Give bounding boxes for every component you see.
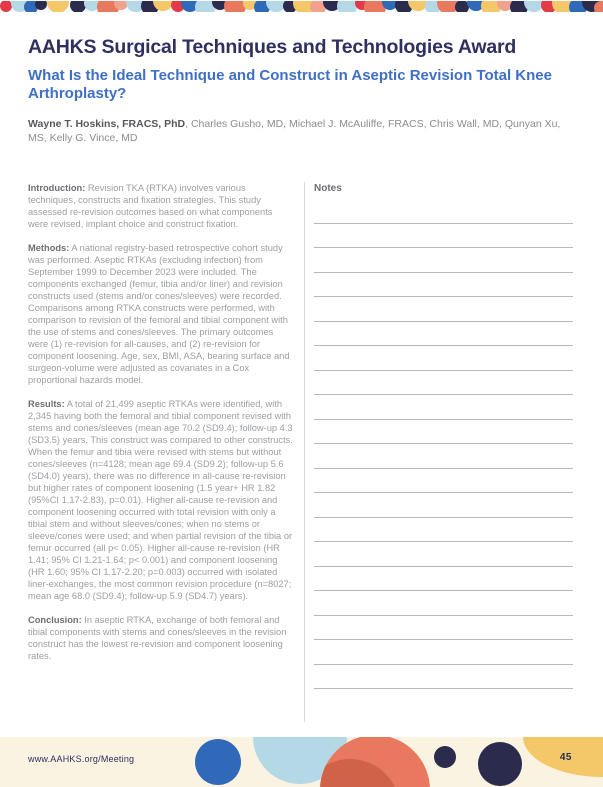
award-title: AAHKS Surgical Techniques and Technologies Award <box>28 36 517 58</box>
notes-line <box>314 346 573 371</box>
notes-line <box>314 665 573 690</box>
section-text-conclusion: In aseptic RTKA, exchange of both femoral and tibial components with stems and cones/sleeves in the revision construct has the lowest re-revision and component loosening rates. <box>28 615 287 661</box>
content-columns <box>28 182 573 722</box>
lead-author: Wayne T. Hoskins, FRACS, PhD <box>28 118 186 130</box>
abstract-section-introduction <box>28 182 294 230</box>
top-confetti-band <box>0 0 603 12</box>
notes-line <box>314 322 573 347</box>
abstract-section-results <box>28 398 294 602</box>
section-text-methods: A national registry-based retrospective cohort study was performed. Aseptic RTKAs (excluding infection) from September 1999 to December 2023 were included. The components exchanged (femur, tibia and/or liner) and revision constructs used (stems and/or cones/sleeves) were recorded. Comparisons among RTKA constructs were performed, with comparison to revision of the femoral and tibial component with the use of stems and cones/sleeves. The primary outcomes were (1) re-revision for all-causes, and (2) re-revision for component loosening. Age, sex, BMI, ASA, bearing surface and surgeon-volume were adjusted as covariates in a Cox proportional hazards model. <box>28 243 290 385</box>
section-label-methods: Methods: <box>28 243 70 253</box>
notes-line <box>314 248 573 273</box>
notes-line <box>314 591 573 616</box>
section-label-results: Results: <box>28 399 65 409</box>
notes-lines <box>314 199 573 689</box>
abstract-column <box>28 182 294 722</box>
page-footer <box>0 737 603 787</box>
notes-line <box>314 371 573 396</box>
section-text-introduction: Revision TKA (RTKA) involves various techniques, constructs and fixation strategies. This study assessed re-revision outcomes based on what components were revised, implant choice and construct fixation. <box>28 183 273 229</box>
notes-line <box>314 420 573 445</box>
large-navy-circle-shape <box>478 742 522 786</box>
page-number: 45 <box>559 752 572 763</box>
notes-line <box>314 199 573 224</box>
author-list <box>28 117 573 145</box>
notes-line <box>314 493 573 518</box>
section-text-results: A total of 21,499 aseptic RTKAs were identified, with 2,345 having both the femoral and tibial component revised with stems and cones/sleeves (mean age 70.2 (SD9.4); follow-up 4.3 (SD3.5) years. This construct was compared to other constructs. When the femur and tibia were revised with stems but without cones/sleeves (n=4128; mean age 69.4 (SD9.2); follow-up 5.6 (SD4.0) years), there was no difference in all-cause re-revision but higher rates of component loosening (1.5 year+ HR 1.82 (95%CI 1.17-2.83), p=0.01). Higher all-cause re-revision and component loosening occurred with total revision with only a tibial stem and without sleeves/cones; when no stems or sleeve/cones were used; and when partial revision of the tibia or femur occurred (all p< 0.05). Higher all-cause re-revision (HR 1.41; 95% CI 1.21-1.64; p< 0.001) and component loosening (HR 1.60; 95% CI 1.17-2.20; p=0.003) occurred with isolated liner-exchanges, the most common revision procedure (n=8027; mean age 68.0 (SD9.4); follow-up 5.9 (SD4.7) years). <box>28 399 293 601</box>
paper-title: What Is the Ideal Technique and Construct in Aseptic Revision Total Knee Arthroplasty? <box>28 67 552 102</box>
notes-column <box>304 182 573 722</box>
notes-line <box>314 297 573 322</box>
coauthors: , Charles Gusho, MD, Michael J. McAuliffe, FRACS, Chris Wall, MD, Qunyan Xu, MS, Kelly G. Vince, MD <box>28 118 561 144</box>
abstract-section-methods <box>28 242 294 386</box>
notes-title: Notes <box>314 183 342 194</box>
notes-line <box>314 542 573 567</box>
page-header <box>28 12 573 145</box>
notes-line <box>314 640 573 665</box>
section-label-conclusion: Conclusion: <box>28 615 82 625</box>
confetti-graphic <box>0 1 603 12</box>
section-label-introduction: Introduction: <box>28 183 86 193</box>
notes-line <box>314 518 573 543</box>
small-navy-circle-shape <box>434 746 456 768</box>
notes-line <box>314 224 573 249</box>
notes-line <box>314 395 573 420</box>
notes-line <box>314 444 573 469</box>
abstract-section-conclusion <box>28 614 294 662</box>
notes-line <box>314 273 573 298</box>
notes-line <box>314 469 573 494</box>
notes-line <box>314 616 573 641</box>
notes-line <box>314 567 573 592</box>
blue-circle-shape <box>195 739 241 785</box>
footer-website: www.AAHKS.org/Meeting <box>28 754 135 764</box>
